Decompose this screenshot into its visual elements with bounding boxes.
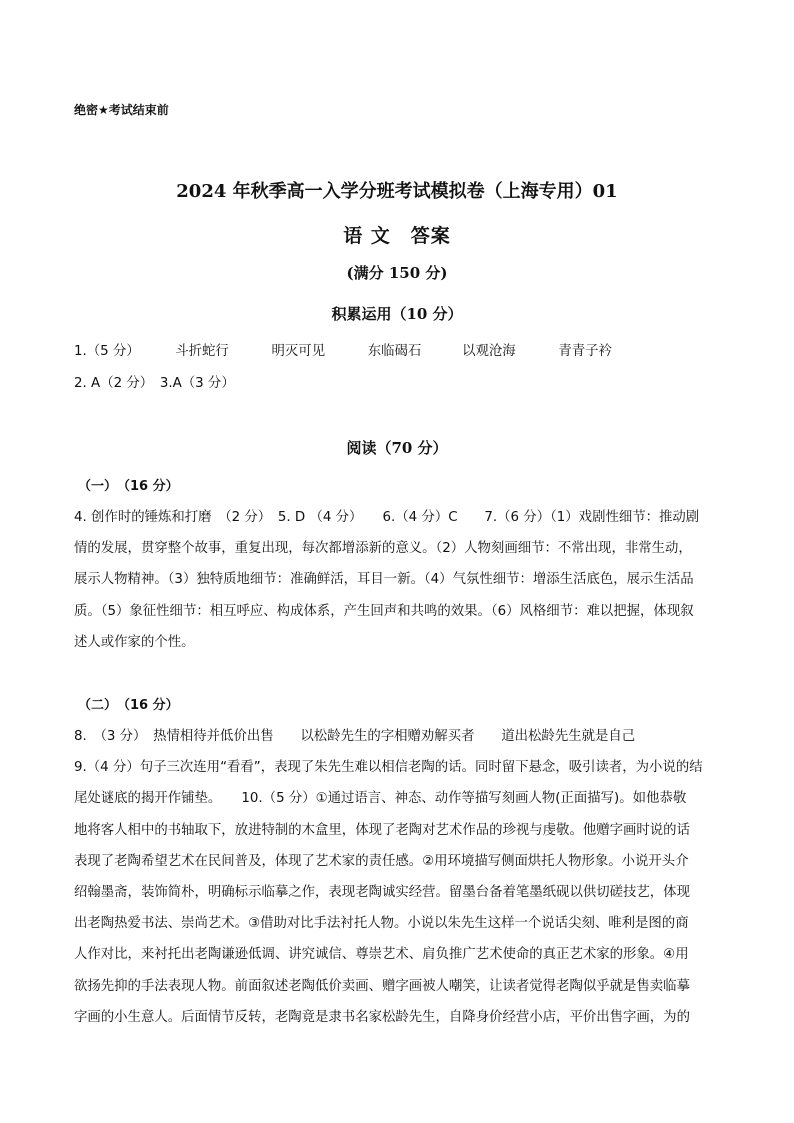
answer-line: 4. 创作时的锤炼和打磨 （2 分） 5. D （4 分） 6.（4 分）C 7.（6 分）（1）戏剧性细节：推动剧: [74, 510, 700, 525]
answer-line: 人作对比，来衬托出老陶谦逊低调、讲究诚信、尊崇艺术、肩负推广艺术使命的真正艺术家的形象。④用: [74, 947, 689, 963]
subject-answer-heading: 语 文 答案: [343, 225, 451, 247]
answer-blank-3: 东临碣石: [367, 344, 422, 359]
answer-line: 表现了老陶希望艺术在民间普及，体现了艺术家的责任感。②用环境描写侧面烘托人物形象。小说开头介: [74, 853, 689, 869]
answer-line: 9.（4 分）句子三次连用“看看”，表现了朱先生难以相信老陶的话。同时留下悬念，吸引读者，为小说的结: [74, 760, 703, 776]
reading-section-heading: 阅读（70 分）: [346, 439, 448, 457]
answer-blank-1: 斗折蛇行: [175, 344, 229, 359]
answer-line: 绍翰墨斋，装饰简朴，明确标示临摹之作，表现老陶诚实经营。留墨台备着笔墨纸砚以供切磋技艺，体现: [74, 885, 690, 901]
answer-line: 欲扬先抑的手法表现人物。前面叙述老陶低价卖画、赠字画被人嘲笑，让读者觉得老陶似乎就是售卖临摹: [74, 978, 690, 994]
answer-blank-5: 青青子衿: [558, 344, 612, 359]
answer-line: 出老陶热爱书法、崇尚艺术。③借助对比手法衬托人物。小说以朱先生这样一个说话尖刻、唯利是图的商: [74, 916, 689, 932]
reading-part-2-heading: （二） （16 分）: [78, 698, 179, 713]
question-2-3-answers: 2. A（2 分） 3.A（3 分）: [74, 376, 235, 391]
reading-part-2-answers: [74, 721, 722, 1033]
answer-line: 展示人物精神。（3）独特质地细节：准确鲜活，耳目一新。（4）气氛性细节：增添生活底色，展示生活品: [74, 572, 694, 588]
reading-part-1-heading: （一） （16 分）: [78, 479, 179, 494]
accumulation-section-heading: 积累运用（10 分）: [331, 305, 463, 323]
question-1-answer: [74, 340, 612, 359]
reading-part-1-answers: [74, 502, 722, 658]
full-score: (满分 150 分): [346, 264, 448, 282]
answer-line: 情的发展，贯穿整个故事，重复出现，每次都增添新的意义。（2）人物刻画细节：不常出现，非常生动，: [74, 541, 692, 557]
answer-blank-2: 明灭可见: [271, 344, 326, 359]
answer-line: 质。（5）象征性细节：相互呼应、构成体系，产生回声和共鸣的效果。（6）风格细节：难以把握，体现叙: [74, 603, 694, 619]
question-1-number: 1.（5 分）: [74, 344, 140, 359]
answer-line: 地将客人相中的书轴取下，放进特制的木盒里，体现了老陶对艺术作品的珍视与虔敬。他赠字画时说的话: [74, 822, 690, 838]
confidential-label: 绝密★考试结束前: [74, 103, 169, 117]
answer-line: 字画的小生意人。后面情节反转，老陶竟是隶书名家松龄先生，自降身价经营小店，平价出售字画，为的: [74, 1009, 690, 1025]
answer-line: 尾处谜底的揭开作铺垫。 10.（5 分）①通过语言、神态、动作等描写刻画人物(正面描写)。如他恭敬: [74, 791, 687, 807]
exam-title: 2024 年秋季高一入学分班考试模拟卷（上海专用）01: [176, 181, 618, 202]
answer-blank-4: 以观沧海: [462, 344, 516, 359]
answer-line: 8. （3 分） 热情相待并低价出售 以松龄先生的字相赠劝解买者 道出松龄先生就是自己: [74, 729, 636, 744]
answer-line: 述人或作家的个性。: [74, 634, 195, 650]
